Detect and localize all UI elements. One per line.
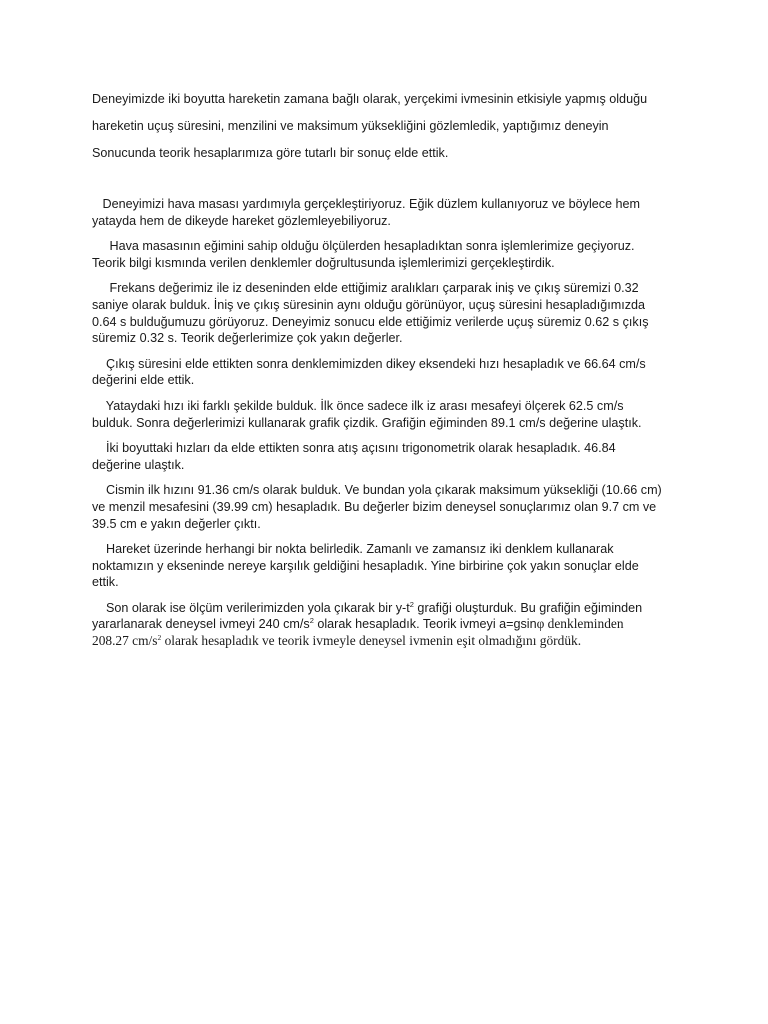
text-line: ve menzil mesafesini (39.99 cm) hesapladık. Bu değerler bizim deneysel sonuçlarımız olan 9.7 cm ve: [92, 499, 657, 514]
superscript: 2: [409, 599, 414, 609]
paragraph-yatay-hiz: [92, 398, 682, 431]
text-line: Çıkış süresini elde ettikten sonra denklemimizden dikey eksendeki hızı hesapladık ve 66.64 cm/s: [92, 356, 646, 371]
text-line: Frekans değerimiz ile iz deseninden elde ettiğimiz aralıkları çarparak iniş ve çıkış süremizi 0.32: [92, 281, 639, 296]
text-line: 39.5 cm e yakın değerler çıktı.: [92, 516, 261, 531]
text-line: İki boyuttaki hızları da elde ettikten sonra atış açısını trigonometrik olarak hesapladık. 46.84: [92, 441, 616, 456]
paragraph-dikey-hiz: [92, 356, 682, 389]
text-run: grafiği oluşturduk. Bu grafiğin eğiminden: [413, 600, 643, 615]
text-line: değerine ulaştık.: [92, 457, 185, 472]
body-text: [92, 196, 682, 659]
text-run: yararlanarak deneysel ivmeyi 240 cm/s: [92, 617, 310, 632]
text-line: [92, 616, 682, 633]
paragraph-egim: [92, 238, 682, 271]
text-line: [92, 600, 682, 617]
text-line: yatayda hem de dikeyde hareket gözlemleyebiliyoruz.: [92, 213, 391, 228]
paragraph-hava-masasi: [92, 196, 682, 229]
text-line: 0.64 s bulduğumuzu görüyoruz. Deneyimiz sonucu elde ettiğimiz verilerde uçuş süremiz 0.62 s çıkış: [92, 314, 649, 329]
text-run: Son olarak ise ölçüm verilerimizden yola çıkarak bir y-t: [92, 600, 410, 615]
text-line: bulduk. Sonra değerlerimizi kullanarak grafik çizdik. Grafiğin eğiminden 89.1 cm/s değerine ulaştık.: [92, 415, 642, 430]
superscript: 2: [309, 616, 314, 626]
text-line: Yataydaki hızı iki farklı şekilde bulduk. İlk önce sadece ilk iz arası mesafeyi ölçerek 62.5 cm/s: [92, 398, 624, 413]
paragraph-ilk-hiz: [92, 482, 682, 532]
paragraph-ivme: [92, 600, 682, 650]
paragraph-nokta: [92, 541, 682, 591]
paragraph-frekans: [92, 280, 682, 346]
text-line: Deneyimizi hava masası yardımıyla gerçekleştiriyoruz. Eğik düzlem kullanıyoruz ve böylece hem: [92, 197, 641, 211]
text-run: olarak hesapladık ve teorik ivmeyle deneysel ivmenin eşit olmadığını gördük.: [161, 633, 582, 649]
intro-line: Sonucunda teorik hesaplarımıza göre tutarlı bir sonuç elde ettik.: [92, 146, 449, 160]
text-line: noktamızın y ekseninde nereye karşılık geldiğini hesapladık. Yine birbirine çok yakın sonuçlar elde: [92, 558, 639, 573]
text-line: Teorik bilgi kısmında verilen denklemler doğrultusunda işlemlerimizi gerçekleştirdik.: [92, 255, 555, 270]
intro-paragraph: [92, 86, 692, 167]
superscript: 2: [157, 633, 162, 643]
text-line: [92, 633, 682, 650]
text-run: φ denkleminden: [536, 616, 624, 632]
text-line: ettik.: [92, 575, 119, 590]
text-line: Hava masasının eğimini sahip olduğu ölçülerden hesapladıktan sonra işlemlerimize geçiyoruz.: [92, 239, 635, 254]
text-run: 208.27 cm/s: [92, 633, 158, 649]
text-line: Cismin ilk hızını 91.36 cm/s olarak bulduk. Ve bundan yola çıkarak maksimum yüksekliği (10.66 cm): [92, 483, 662, 498]
intro-line: hareketin uçuş süresini, menzilini ve maksimum yüksekliğini gözlemledik, yaptığımız deneyin: [92, 119, 609, 133]
text-line: süremiz 0.32 s. Teorik değerlerimize çok yakın değerler.: [92, 331, 403, 346]
text-run: olarak hesapladık. Teorik ivmeyi a=gsin: [313, 617, 537, 632]
text-line: değerini elde ettik.: [92, 373, 195, 388]
intro-line: Deneyimizde iki boyutta hareketin zamana bağlı olarak, yerçekimi ivmesinin etkisiyle yapmış olduğu: [92, 92, 648, 106]
text-line: saniye olarak bulduk. İniş ve çıkış süresinin aynı olduğu görünüyor, uçuş süresini hesapladığımızda: [92, 297, 646, 312]
paragraph-atis-acisi: [92, 440, 682, 473]
text-line: Hareket üzerinde herhangi bir nokta belirledik. Zamanlı ve zamansız iki denklem kullanarak: [92, 542, 614, 557]
